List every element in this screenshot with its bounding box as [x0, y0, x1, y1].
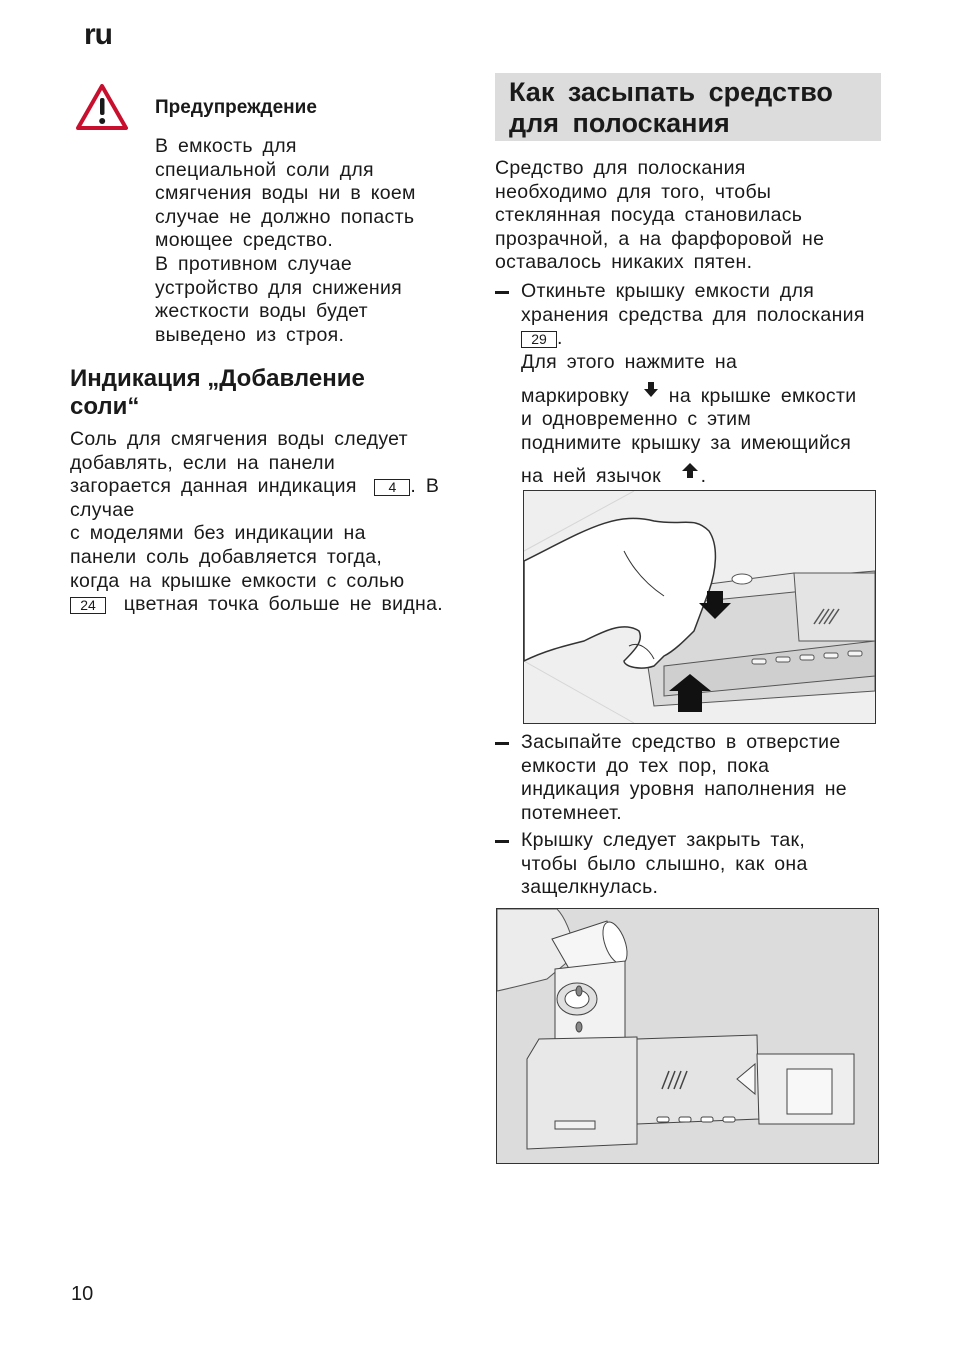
indicator-reference: 4 [374, 479, 410, 496]
warning-triangle-icon [76, 84, 128, 130]
arrow-down-icon [643, 382, 659, 398]
language-code: ru [84, 18, 112, 51]
step-fill-rinse-aid: Засыпайте средство в отверстие емкости до тех пор, пока индикация уровня наполнения не потемнеет. [495, 731, 885, 827]
bullet-dash [495, 291, 509, 294]
warning-text: В емкость для специальной соли для смягчения воды ни в коем случае не должно попасть моющее средство. В противном случае устройство для снижения жесткости воды будет выведено из строя. [155, 135, 416, 346]
rinse-aid-intro: Средство для полоскания необходимо для того, чтобы стеклянная посуда становилась прозрачной, а на фарфоровой не оставалось никаких пятен. [495, 157, 825, 274]
illustration-pour-rinse-aid [496, 908, 879, 1164]
salt-indicator-heading: Индикация „Добавление соли“ [70, 365, 365, 420]
rinse-container-reference: 29 [521, 331, 557, 348]
illustration-open-rinse-lid [523, 490, 876, 724]
salt-container-reference: 24 [70, 597, 106, 614]
arrow-up-icon [681, 462, 699, 480]
page-number: 10 [71, 1283, 94, 1305]
warning-title: Предупреждение [155, 97, 317, 118]
rinse-aid-heading: Как засыпать средство для полоскания [509, 77, 833, 138]
bullet-dash [495, 840, 509, 843]
step-open-lid: Откиньте крышку емкости для хранения средства для полоскания 29 . Для этого нажмите на маркировку на крышке емкости и одновременно с этим поднимите крышку за имеющийся на ней язычок . [495, 280, 885, 480]
salt-indicator-text: Соль для смягчения воды следует добавлять, если на панели загорается данная индикация 4 . В случае с моделями без индикации на панели соль добавляется тогда, когда на крышке емкости с солью 24 цветная точка больше не видна. [70, 428, 443, 616]
step-close-lid: Крышку следует закрыть так, чтобы было слышно, как она защелкнулась. [495, 829, 885, 901]
bullet-dash [495, 742, 509, 745]
